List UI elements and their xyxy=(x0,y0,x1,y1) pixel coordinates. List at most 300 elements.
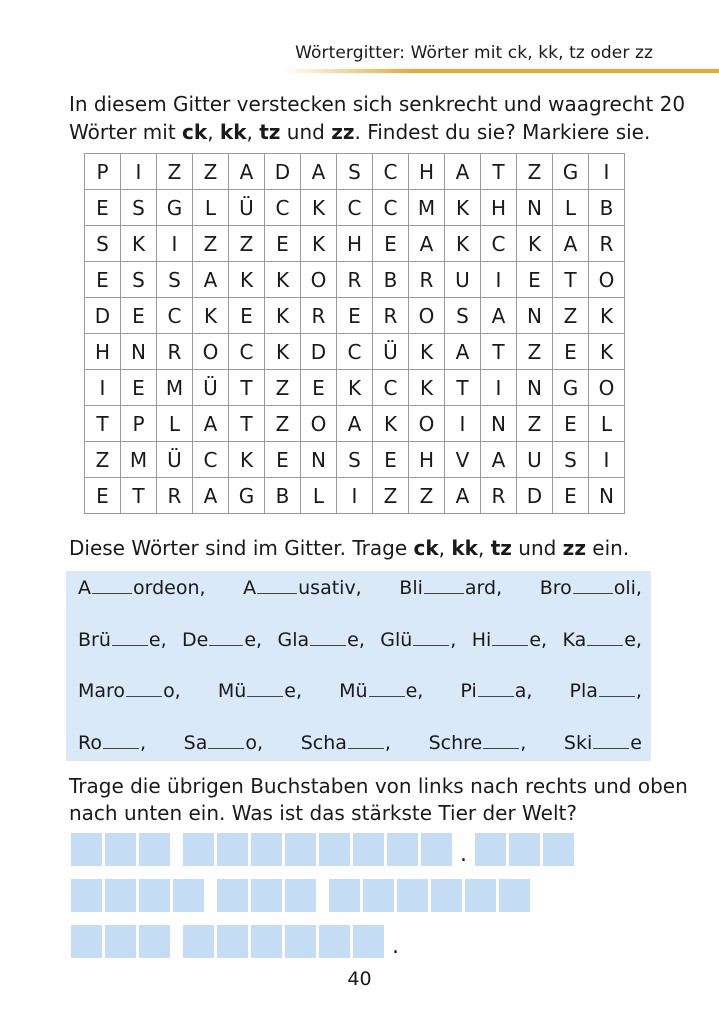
grid-cell[interactable]: Ü xyxy=(157,442,193,478)
answer-letter-box[interactable] xyxy=(139,925,170,958)
grid-cell[interactable]: E xyxy=(121,298,157,334)
grid-cell[interactable]: E xyxy=(301,370,337,406)
grid-cell[interactable]: E xyxy=(373,442,409,478)
grid-cell[interactable]: A xyxy=(553,226,589,262)
grid-cell[interactable]: E xyxy=(121,370,157,406)
fill-in-blank[interactable] xyxy=(209,642,243,646)
fill-in-blank[interactable] xyxy=(369,693,405,697)
answer-letter-box[interactable] xyxy=(105,925,136,958)
grid-cell[interactable]: B xyxy=(265,478,301,514)
grid-cell[interactable]: H xyxy=(337,226,373,262)
grid-cell[interactable]: C xyxy=(193,442,229,478)
grid-cell[interactable]: O xyxy=(409,406,445,442)
word-item xyxy=(339,680,423,702)
answer-letter-box[interactable] xyxy=(105,833,136,866)
instruction-fill-in xyxy=(69,534,629,562)
grid-cell[interactable]: K xyxy=(265,262,301,298)
grid-cell[interactable]: Z xyxy=(193,226,229,262)
answer-letter-box[interactable] xyxy=(71,879,102,912)
grid-row xyxy=(85,226,625,262)
word-prefix: Pi xyxy=(460,680,477,702)
grid-cell[interactable]: I xyxy=(85,370,121,406)
grid-cell[interactable]: K xyxy=(337,370,373,406)
separator: , xyxy=(207,120,220,144)
grid-cell[interactable]: K xyxy=(409,334,445,370)
grid-cell[interactable]: I xyxy=(589,442,625,478)
grid-cell[interactable]: E xyxy=(373,226,409,262)
grid-cell[interactable]: G xyxy=(553,154,589,190)
grid-cell[interactable]: K xyxy=(373,406,409,442)
grid-cell[interactable]: N xyxy=(517,370,553,406)
grid-cell[interactable]: N xyxy=(589,478,625,514)
fill-in-blank[interactable] xyxy=(126,693,162,697)
fill-in-blank[interactable] xyxy=(103,745,139,749)
grid-cell[interactable]: Z xyxy=(265,406,301,442)
grid-cell[interactable]: C xyxy=(373,190,409,226)
grid-cell[interactable]: N xyxy=(517,298,553,334)
answer-letter-box[interactable] xyxy=(251,879,282,912)
header-title: Wörtergitter: Wörter mit ck, kk, tz oder zz xyxy=(295,43,653,63)
word-suffix: , xyxy=(384,732,391,754)
word-prefix: Mü xyxy=(339,680,368,702)
grid-cell[interactable]: H xyxy=(409,442,445,478)
separator: , xyxy=(246,120,260,144)
grid-cell[interactable]: A xyxy=(301,154,337,190)
word-suffix: usativ, xyxy=(298,577,362,599)
grid-cell[interactable]: A xyxy=(409,226,445,262)
word-item xyxy=(460,680,532,702)
grid-row xyxy=(85,334,625,370)
grid-cell[interactable]: S xyxy=(85,226,121,262)
answer-letter-box[interactable] xyxy=(397,879,428,912)
grid-row xyxy=(85,190,625,226)
grid-cell[interactable]: Ü xyxy=(229,190,265,226)
grid-cell[interactable]: E xyxy=(553,406,589,442)
grid-cell[interactable]: R xyxy=(301,298,337,334)
header-accent-line xyxy=(282,69,719,73)
grid-cell[interactable]: C xyxy=(373,370,409,406)
fill-in-blank[interactable] xyxy=(92,590,132,594)
grid-cell[interactable]: T xyxy=(85,406,121,442)
word-suffix: e, xyxy=(405,680,424,702)
grid-row xyxy=(85,370,625,406)
punctuation-mark: . xyxy=(460,842,467,867)
grid-cell[interactable]: E xyxy=(85,190,121,226)
fill-in-blank[interactable] xyxy=(599,693,635,697)
grid-cell[interactable]: K xyxy=(301,190,337,226)
grid-cell[interactable]: A xyxy=(229,154,265,190)
word-search-grid xyxy=(84,153,625,514)
word-row xyxy=(78,680,642,702)
fill-in-blank[interactable] xyxy=(483,745,519,749)
grid-cell[interactable]: E xyxy=(553,334,589,370)
grid-cell[interactable]: K xyxy=(229,442,265,478)
bold-kk: kk xyxy=(219,120,247,144)
grid-cell[interactable]: K xyxy=(301,226,337,262)
answer-letter-box[interactable] xyxy=(543,833,574,866)
grid-cell[interactable]: O xyxy=(301,406,337,442)
grid-cell[interactable]: K xyxy=(265,298,301,334)
answer-letter-box[interactable] xyxy=(285,833,316,866)
answer-letter-box[interactable] xyxy=(475,833,506,866)
grid-cell[interactable]: V xyxy=(445,442,481,478)
word-prefix: Ski xyxy=(563,732,593,754)
grid-cell[interactable]: A xyxy=(193,406,229,442)
grid-cell[interactable]: E xyxy=(229,298,265,334)
grid-cell[interactable]: K xyxy=(445,226,481,262)
separator: , xyxy=(438,536,452,560)
grid-cell[interactable]: K xyxy=(121,226,157,262)
grid-cell[interactable]: K xyxy=(265,334,301,370)
grid-cell[interactable]: C xyxy=(265,190,301,226)
grid-cell[interactable]: A xyxy=(445,154,481,190)
fill-in-blank[interactable] xyxy=(492,642,528,646)
bold-tz: tz xyxy=(259,120,281,144)
grid-cell[interactable]: L xyxy=(589,406,625,442)
grid-cell[interactable]: Z xyxy=(373,478,409,514)
grid-cell[interactable]: R xyxy=(589,226,625,262)
instruction-remaining-letters: Trage die übrigen Buchstaben von links nach rechts und oben nach unten ein. Was ist das stärkste Tier der Welt? xyxy=(69,774,688,825)
bold-ck: ck xyxy=(413,536,439,560)
answer-letter-box[interactable] xyxy=(353,925,384,958)
answer-letter-box[interactable] xyxy=(105,879,136,912)
grid-cell[interactable]: C xyxy=(373,154,409,190)
answer-letter-box[interactable] xyxy=(431,879,462,912)
grid-cell[interactable]: Z xyxy=(157,154,193,190)
grid-cell[interactable]: E xyxy=(517,262,553,298)
grid-cell[interactable]: Z xyxy=(265,370,301,406)
word-prefix: Brü xyxy=(78,629,111,651)
grid-cell[interactable]: Z xyxy=(517,154,553,190)
grid-cell[interactable]: N xyxy=(481,406,517,442)
answer-letter-box[interactable] xyxy=(139,833,170,866)
grid-cell[interactable]: S xyxy=(553,442,589,478)
word-suffix: , xyxy=(450,629,457,651)
word-suffix: o, xyxy=(245,732,264,754)
grid-cell[interactable]: T xyxy=(229,406,265,442)
grid-cell[interactable]: Ü xyxy=(193,370,229,406)
grid-cell[interactable]: G xyxy=(229,478,265,514)
grid-cell[interactable]: I xyxy=(445,406,481,442)
answer-letter-box[interactable] xyxy=(329,879,360,912)
grid-cell[interactable]: I xyxy=(157,226,193,262)
grid-cell[interactable]: E xyxy=(265,442,301,478)
grid-cell[interactable]: C xyxy=(481,226,517,262)
grid-cell[interactable]: I xyxy=(481,370,517,406)
grid-row xyxy=(85,442,625,478)
fill-in-blank[interactable] xyxy=(573,590,613,594)
fill-in-blank[interactable] xyxy=(478,693,514,697)
word-prefix: Bro xyxy=(539,577,572,599)
answer-letter-box[interactable] xyxy=(217,879,248,912)
grid-cell[interactable]: D xyxy=(517,478,553,514)
word-item xyxy=(301,732,391,754)
grid-cell[interactable]: N xyxy=(517,190,553,226)
word-suffix: o, xyxy=(163,680,181,702)
fill-in-blank[interactable] xyxy=(310,642,346,646)
word-prefix: Mü xyxy=(217,680,247,702)
answer-letter-box[interactable] xyxy=(251,925,282,958)
grid-cell[interactable]: O xyxy=(589,262,625,298)
answer-row xyxy=(71,876,533,912)
bold-zz: zz xyxy=(562,536,586,560)
word-item xyxy=(78,680,181,702)
grid-cell[interactable]: N xyxy=(121,334,157,370)
word-suffix: e, xyxy=(244,629,263,651)
word-prefix: A xyxy=(78,577,91,599)
grid-cell[interactable]: Z xyxy=(553,298,589,334)
word-prefix: Bli xyxy=(399,577,423,599)
word-suffix: , xyxy=(635,680,642,702)
grid-cell[interactable]: T xyxy=(121,478,157,514)
grid-cell[interactable]: R xyxy=(373,298,409,334)
instruction-text: Diese Wörter sind im Gitter. Trage xyxy=(69,536,414,560)
grid-cell[interactable]: K xyxy=(409,370,445,406)
grid-cell[interactable]: A xyxy=(193,262,229,298)
grid-cell[interactable]: Z xyxy=(193,154,229,190)
grid-cell[interactable]: I xyxy=(481,262,517,298)
grid-cell[interactable]: C xyxy=(337,334,373,370)
grid-cell[interactable]: D xyxy=(85,298,121,334)
grid-cell[interactable]: Z xyxy=(409,478,445,514)
grid-cell[interactable]: B xyxy=(373,262,409,298)
word-suffix: ordeon, xyxy=(133,577,206,599)
grid-cell[interactable]: R xyxy=(337,262,373,298)
punctuation-mark: . xyxy=(392,934,399,959)
word-suffix: e, xyxy=(284,680,303,702)
grid-cell[interactable]: T xyxy=(445,370,481,406)
answer-letter-box[interactable] xyxy=(71,833,102,866)
word-row xyxy=(78,577,642,599)
word-item xyxy=(78,732,146,754)
grid-cell[interactable]: Ü xyxy=(373,334,409,370)
word-item xyxy=(472,629,547,651)
grid-cell[interactable]: U xyxy=(445,262,481,298)
grid-cell[interactable]: I xyxy=(337,478,373,514)
answer-row xyxy=(71,830,577,866)
grid-cell[interactable]: O xyxy=(409,298,445,334)
grid-cell[interactable]: S xyxy=(121,190,157,226)
grid-cell[interactable]: S xyxy=(445,298,481,334)
grid-cell[interactable]: S xyxy=(337,154,373,190)
word-suffix: e, xyxy=(529,629,548,651)
answer-letter-box[interactable] xyxy=(217,833,248,866)
grid-cell[interactable]: Z xyxy=(517,334,553,370)
grid-cell[interactable]: R xyxy=(157,334,193,370)
grid-cell[interactable]: L xyxy=(553,190,589,226)
word-prefix: Maro xyxy=(78,680,126,702)
grid-cell[interactable]: T xyxy=(481,154,517,190)
grid-cell[interactable]: G xyxy=(553,370,589,406)
fill-in-blank[interactable] xyxy=(247,693,283,697)
answer-letter-box[interactable] xyxy=(183,833,214,866)
grid-cell[interactable]: K xyxy=(589,298,625,334)
grid-cell[interactable]: L xyxy=(301,478,337,514)
answer-letter-box[interactable] xyxy=(285,925,316,958)
grid-cell[interactable]: C xyxy=(229,334,265,370)
fill-in-blank[interactable] xyxy=(424,590,464,594)
grid-cell[interactable]: E xyxy=(85,478,121,514)
answer-letter-box[interactable] xyxy=(139,879,170,912)
fill-in-blank[interactable] xyxy=(593,745,629,749)
word-prefix: Schre xyxy=(428,732,483,754)
bold-tz: tz xyxy=(490,536,512,560)
grid-cell[interactable]: S xyxy=(337,442,373,478)
bold-zz: zz xyxy=(331,120,355,144)
fill-in-blank[interactable] xyxy=(587,642,623,646)
grid-cell[interactable]: H xyxy=(85,334,121,370)
word-item xyxy=(182,629,262,651)
grid-cell[interactable]: A xyxy=(445,334,481,370)
fill-in-blank[interactable] xyxy=(112,642,148,646)
grid-cell[interactable]: A xyxy=(337,406,373,442)
word-row xyxy=(78,629,642,651)
word-prefix: Hi xyxy=(471,629,492,651)
grid-cell[interactable]: E xyxy=(85,262,121,298)
word-row xyxy=(78,732,642,754)
instruction-text: ein. xyxy=(585,536,630,560)
grid-cell[interactable]: R xyxy=(409,262,445,298)
answer-letter-box[interactable] xyxy=(363,879,394,912)
grid-cell[interactable]: E xyxy=(265,226,301,262)
instruction-text: . Findest du sie? Markiere sie. xyxy=(354,120,651,144)
separator: und xyxy=(511,536,563,560)
grid-cell[interactable]: L xyxy=(157,406,193,442)
grid-cell[interactable]: H xyxy=(481,190,517,226)
answer-letter-box[interactable] xyxy=(421,833,452,866)
grid-cell[interactable]: M xyxy=(157,370,193,406)
grid-cell[interactable]: H xyxy=(409,154,445,190)
word-prefix: Ro xyxy=(78,732,102,754)
word-suffix: oli, xyxy=(613,577,642,599)
grid-cell[interactable]: I xyxy=(589,154,625,190)
grid-cell[interactable]: Z xyxy=(517,406,553,442)
word-item xyxy=(277,629,364,651)
grid-cell[interactable]: Z xyxy=(229,226,265,262)
word-item xyxy=(540,577,642,599)
grid-cell[interactable]: I xyxy=(121,154,157,190)
grid-cell[interactable]: C xyxy=(157,298,193,334)
grid-cell[interactable]: A xyxy=(193,478,229,514)
answer-letter-box[interactable] xyxy=(251,833,282,866)
word-prefix: Sa xyxy=(183,732,208,754)
grid-cell[interactable]: A xyxy=(481,442,517,478)
word-item xyxy=(562,629,642,651)
grid-cell[interactable]: O xyxy=(301,262,337,298)
grid-cell[interactable]: A xyxy=(481,298,517,334)
grid-cell[interactable]: L xyxy=(193,190,229,226)
answer-letter-box[interactable] xyxy=(319,833,350,866)
grid-row xyxy=(85,406,625,442)
word-item xyxy=(380,629,456,651)
word-suffix: e, xyxy=(624,629,642,651)
answer-letter-box[interactable] xyxy=(217,925,248,958)
grid-cell[interactable]: A xyxy=(445,478,481,514)
grid-cell[interactable]: P xyxy=(85,154,121,190)
grid-cell[interactable]: O xyxy=(589,370,625,406)
answer-letter-box[interactable] xyxy=(183,925,214,958)
answer-letter-box[interactable] xyxy=(319,925,350,958)
separator: , xyxy=(477,536,491,560)
grid-cell[interactable]: K xyxy=(445,190,481,226)
grid-cell[interactable]: Z xyxy=(85,442,121,478)
grid-cell[interactable]: G xyxy=(157,190,193,226)
word-item xyxy=(564,732,642,754)
word-suffix: ard, xyxy=(464,577,503,599)
word-suffix: e, xyxy=(347,629,365,651)
grid-cell[interactable]: E xyxy=(337,298,373,334)
bold-ck: ck xyxy=(182,120,208,144)
answer-row xyxy=(71,922,407,958)
answer-letter-box[interactable] xyxy=(387,833,418,866)
grid-cell[interactable]: N xyxy=(301,442,337,478)
grid-cell[interactable]: D xyxy=(265,154,301,190)
answer-letter-box[interactable] xyxy=(285,879,316,912)
answer-letter-box[interactable] xyxy=(465,879,496,912)
instruction-text: In diesem Gitter verstecken sich senkrecht und waagrecht 20 Wörter mit xyxy=(69,92,686,144)
word-item xyxy=(570,680,642,702)
grid-row xyxy=(85,154,625,190)
grid-cell[interactable]: D xyxy=(301,334,337,370)
grid-cell[interactable]: P xyxy=(121,406,157,442)
grid-cell[interactable]: K xyxy=(229,262,265,298)
grid-cell[interactable]: T xyxy=(481,334,517,370)
grid-cell[interactable]: B xyxy=(589,190,625,226)
grid-cell[interactable]: M xyxy=(121,442,157,478)
answer-letter-box[interactable] xyxy=(499,879,530,912)
instruction-find-words xyxy=(69,90,689,146)
grid-cell[interactable]: S xyxy=(121,262,157,298)
word-item xyxy=(218,680,302,702)
grid-cell[interactable]: U xyxy=(517,442,553,478)
grid-row xyxy=(85,298,625,334)
grid-cell[interactable]: K xyxy=(517,226,553,262)
grid-cell[interactable]: R xyxy=(481,478,517,514)
word-item xyxy=(429,732,527,754)
word-prefix: A xyxy=(243,577,257,599)
word-suffix: e xyxy=(630,732,642,754)
grid-cell[interactable]: S xyxy=(157,262,193,298)
word-item xyxy=(184,732,263,754)
grid-cell[interactable]: T xyxy=(553,262,589,298)
grid-row xyxy=(85,478,625,514)
grid-cell[interactable]: C xyxy=(337,190,373,226)
answer-letter-box[interactable] xyxy=(509,833,540,866)
fill-in-blank[interactable] xyxy=(208,745,244,749)
word-item xyxy=(243,577,362,599)
fill-in-blank[interactable] xyxy=(257,590,297,594)
grid-cell[interactable]: O xyxy=(193,334,229,370)
word-item xyxy=(78,629,167,651)
answer-letter-box[interactable] xyxy=(353,833,384,866)
word-prefix: Glü xyxy=(380,629,413,651)
fill-in-blank[interactable] xyxy=(413,642,449,646)
grid-cell[interactable]: T xyxy=(229,370,265,406)
separator: und xyxy=(280,120,332,144)
word-prefix: Ka xyxy=(562,629,587,651)
grid-cell[interactable]: K xyxy=(589,334,625,370)
answer-letter-box[interactable] xyxy=(173,879,204,912)
grid-cell[interactable]: K xyxy=(193,298,229,334)
grid-cell[interactable]: M xyxy=(409,190,445,226)
page-number: 40 xyxy=(347,968,372,990)
fill-in-blank[interactable] xyxy=(348,745,384,749)
answer-letter-box[interactable] xyxy=(71,925,102,958)
word-prefix: Pla xyxy=(569,680,598,702)
grid-cell[interactable]: R xyxy=(157,478,193,514)
word-suffix: e, xyxy=(148,629,167,651)
grid-cell[interactable]: E xyxy=(553,478,589,514)
